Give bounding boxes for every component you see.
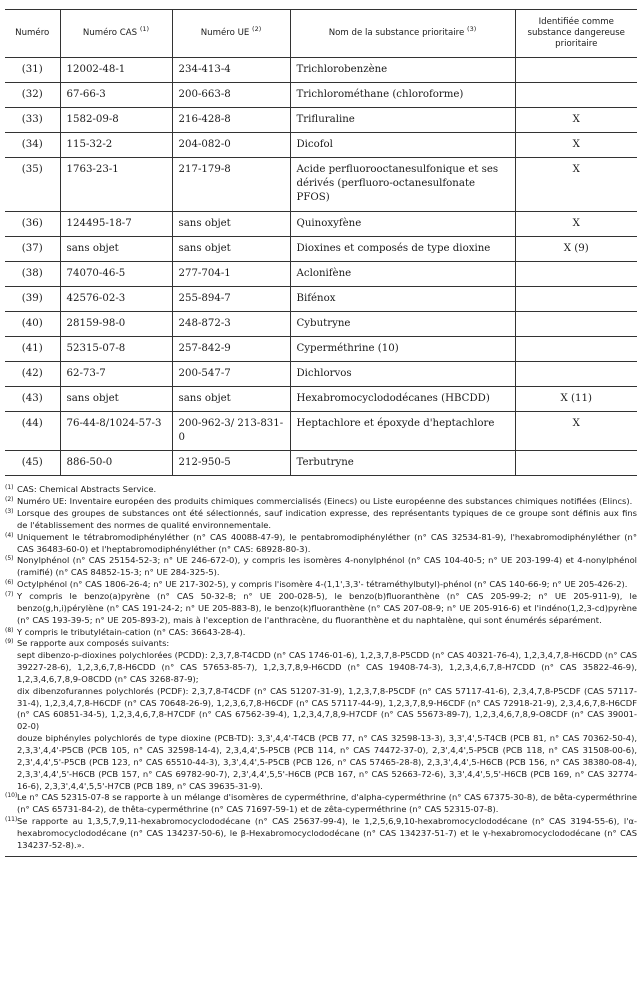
cas-number: sans objet [60, 236, 172, 261]
footnote-text: dix dibenzofurannes polychlorés (PCDF): 2,3,7,8-T4CDF (n° CAS 51207-31-9), 1,2,3,7,8-P5CDF (n° CAS 57117-41-6), 2,3,4,7,8-P5CDF (CAS 57117-31-4), 1,2,3,4,7,8-H6CDF (n° CAS 70648-26-9), 1,2,3,6,7,8-H6CDF (n° CAS 57117-44-9), 1,2,3,7,8,9-H6CDF (n° CAS 72918-21-9), 2,3,4,6,7,8-H6CDF (n° CAS 60851-34-5), 1,2,3,4,6,7,8-H7CDF (n° CAS 67562-39-4), 1,2,3,4,7,8,9-H7CDF (n° CAS 55673-89-7), 1,2,3,4,6,7,8,9-O8CDF (n° CAS 39001-02-0) [17, 685, 637, 732]
substance-name: Hexabromocyclododécanes (HBCDD) [290, 387, 515, 412]
substance-name: Dichlorvos [290, 362, 515, 387]
footnote-ref: (10) [5, 792, 18, 800]
ue-number: sans objet [172, 211, 290, 236]
ue-number: 277-704-1 [172, 261, 290, 286]
cas-number: sans objet [60, 387, 172, 412]
footnote-text: Uniquement le tétrabromodiphényléther (n° CAS 40088-47-9), le pentabromodiphényléther (n° CAS 32534-81-9), l'hexabromodiphényléther (n° CAS 36483-60-0) et l'heptabromodiphényléther (n° CAS: 68928-80-3). [17, 531, 637, 554]
footnote-ref: (2) [5, 496, 14, 504]
end-rule [5, 856, 637, 857]
substance-name: Trichlorobenzène [290, 58, 515, 83]
substance-name: Trichlorométhane (chloroforme) [290, 83, 515, 108]
substance-name: Cybutryne [290, 311, 515, 336]
footnote-text: Y compris le benzo(a)pyrène (n° CAS 50-32-8; n° UE 200-028-5), le benzo(b)fluoranthène (n° CAS 205-99-2; n° UE 205-911-9), le benzo(g,h,i)pérylène (n° CAS 191-24-2; n° UE 205-883-8), le benzo(k)fluoranthène (n° CAS 207-08-9; n° UE 205-916-6) et l'indéno(1,2,3-cd)pyrène (n° CAS 193-39-5; n° UE 205-893-2), mais à l'exception de l'anthracène, du fluoranthène et du naphtalène, qui sont énumérés séparément. [17, 591, 637, 625]
row-number: (36) [5, 211, 60, 236]
row-number: (34) [5, 133, 60, 158]
table-row [5, 311, 637, 336]
footnote-text: douze biphényles polychlorés de type dioxine (PCB-TD): 3,3',4,4'-T4CB (PCB 77, n° CAS 32598-13-3), 3,3',4',5-T4CB (PCB 81, n° CAS 70362-50-4), 2,3,3',4,4'-P5CB (PCB 105, n° CAS 32598-14-4), 2,3,4,4',5-P5CB (PCB 114, n° CAS 74472-37-0), 2,3',4,4',5-P5CB (PCB 118, n° CAS 31508-00-6), 2,3',4,4',5'-P5CB (PCB 123, n° CAS 65510-44-3), 3,3',4,4',5-P5CB (PCB 126, n° CAS 57465-28-8), 2,3,3',4,4',5-H6CB (PCB 156, n° CAS 38380-08-4), 2,3,3',4,4',5'-H6CB (PCB 157, n° CAS 69782-90-7), 2,3',4,4',5,5'-H6CB (PCB 167, n° CAS 52663-72-6), 3,3',4,4',5,5'-H6CB (PCB 169, n° CAS 32774-16-6), 2,3,3',4,4',5,5'-H7CB (PCB 189, n° CAS 39635-31-9). [17, 733, 637, 791]
cas-number: 74070-46-5 [60, 261, 172, 286]
table-row [5, 286, 637, 311]
table-row [5, 83, 637, 108]
table-row [5, 133, 637, 158]
footnote-ref: (5) [5, 555, 14, 563]
footnote-ref: (8) [5, 626, 14, 634]
ue-number: 200-547-7 [172, 362, 290, 387]
header-nom-ref: (3) [467, 25, 477, 34]
dangerous-mark [515, 286, 637, 311]
substance-name: Cyperméthrine (10) [290, 336, 515, 361]
ue-number: 204-082-0 [172, 133, 290, 158]
footnote [5, 532, 637, 556]
footnote-ref [5, 733, 17, 792]
ue-number: 257-842-9 [172, 336, 290, 361]
ue-number: sans objet [172, 236, 290, 261]
dangerous-mark [515, 261, 637, 286]
substance-name: Terbutryne [290, 451, 515, 476]
substance-name: Trifluraline [290, 108, 515, 133]
footnote-text: Y compris le tributylétain-cation (n° CAS: 36643-28-4). [17, 626, 246, 637]
table-row [5, 336, 637, 361]
ue-number: 200-962-3/ 213-831-0 [172, 412, 290, 451]
footnote-text: Octylphénol (n° CAS 1806-26-4; n° UE 217-302-5), y compris l'isomère 4-(1,1',3,3'- tétraméthylbutyl)-phénol (n° CAS 140-66-9; n° UE 205-426-2). [17, 579, 628, 590]
dangerous-mark: X [515, 211, 637, 236]
dangerous-mark [515, 83, 637, 108]
footnote-text: sept dibenzo-p-dioxines polychlorées (PCDD): 2,3,7,8-T4CDD (n° CAS 1746-01-6), 1,2,3,7,8-P5CDD (n° CAS 40321-76-4), 1,2,3,4,7,8-H6CDD (n° CAS 39227-28-6), 1,2,3,6,7,8-H6CDD (n° CAS 57653-85-7), 1,2,3,7,8,9-H6CDD (n° CAS 19408-74-3), 1,2,3,4,6,7,8-H7CDD (n° CAS 35822-46-9), 1,2,3,4,6,7,8,9-O8CDD (n° CAS 3268-87-9); [17, 650, 637, 684]
cas-number: 76-44-8/1024-57-3 [60, 412, 172, 451]
footnote-text: Numéro UE: Inventaire européen des produits chimiques commercialisés (Einecs) ou Liste européenne des substances chimiques notifiées (Elincs). [17, 496, 633, 507]
row-number: (39) [5, 286, 60, 311]
footnote-text: Se rapporte aux composés suivants: [17, 638, 170, 649]
table-row [5, 211, 637, 236]
ue-number: 248-872-3 [172, 311, 290, 336]
cas-number: 42576-02-3 [60, 286, 172, 311]
footnote-ref [5, 650, 17, 686]
row-number: (38) [5, 261, 60, 286]
substance-name: Acide perfluorooctanesulfonique et ses dérivés (perfluoro-octanesulfonate PFOS) [290, 158, 515, 211]
ue-number: sans objet [172, 387, 290, 412]
table-row [5, 236, 637, 261]
footnote [5, 638, 637, 650]
dangerous-mark [515, 311, 637, 336]
footnote-text: CAS: Chemical Abstracts Service. [17, 484, 157, 495]
substance-name: Quinoxyfène [290, 211, 515, 236]
table-row [5, 387, 637, 412]
row-number: (44) [5, 412, 60, 451]
footnote-ref: (9) [5, 638, 14, 646]
cas-number: 1763-23-1 [60, 158, 172, 211]
row-number: (31) [5, 58, 60, 83]
footnote [5, 627, 637, 639]
cas-number: 67-66-3 [60, 83, 172, 108]
cas-number: 115-32-2 [60, 133, 172, 158]
dangerous-mark: X (11) [515, 387, 637, 412]
dangerous-mark [515, 362, 637, 387]
footnote-ref: (11) [5, 816, 18, 824]
footnote-text: Nonylphénol (n° CAS 25154-52-3; n° UE 246-672-0), y compris les isomères 4-nonylphénol (n° CAS 104-40-5; n° UE 203-199-4) et 4-nonylphénol (ramifié) (n° CAS 84852-15-3; n° UE 284-325-5). [17, 555, 637, 578]
ue-number: 234-413-4 [172, 58, 290, 83]
footnote-text: Le n° CAS 52315-07-8 se rapporte à un mélange d'isomères de cyperméthrine, d'alpha-cyperméthrine (n° CAS 67375-30-8), de bêta-cyperméthrine (n° CAS 65731-84-2), de thêta-cyperméthrine (n° CAS 71697-59-1) et de zêta-cyperméthrine (n° CAS 52315-07-8). [17, 792, 637, 815]
header-cas: Numéro CAS $^{(1)}$ [60, 10, 172, 58]
footnote [5, 579, 637, 591]
substance-name: Dioxines et composés de type dioxine [290, 236, 515, 261]
cas-number: 52315-07-8 [60, 336, 172, 361]
footnote [5, 591, 637, 627]
footnote [5, 508, 637, 532]
header-ue: Numéro UE $^{(2)}$ [172, 10, 290, 58]
header-dangereuse: Identifiée comme substance dangereuse prioritaire [515, 10, 637, 58]
table-row [5, 451, 637, 476]
cas-number: 12002-48-1 [60, 58, 172, 83]
row-number: (42) [5, 362, 60, 387]
priority-substances-table [5, 9, 637, 476]
header-numero: Numéro [5, 10, 60, 58]
footnote [5, 555, 637, 579]
cas-number: 1582-09-8 [60, 108, 172, 133]
header-cas-ref: (1) [139, 25, 150, 34]
row-number: (41) [5, 336, 60, 361]
dangerous-mark: X [515, 133, 637, 158]
row-number: (33) [5, 108, 60, 133]
ue-number: 255-894-7 [172, 286, 290, 311]
cas-number: 124495-18-7 [60, 211, 172, 236]
substance-name: Dicofol [290, 133, 515, 158]
row-number: (37) [5, 236, 60, 261]
footnote-ref: (1) [5, 484, 14, 492]
substance-name: Heptachlore et époxyde d'heptachlore [290, 412, 515, 451]
row-number: (32) [5, 83, 60, 108]
ue-number: 212-950-5 [172, 451, 290, 476]
cas-number: 886-50-0 [60, 451, 172, 476]
table-row [5, 362, 637, 387]
ue-number: 217-179-8 [172, 158, 290, 211]
table-row [5, 108, 637, 133]
footnote [5, 496, 637, 508]
table-row [5, 412, 637, 451]
ue-number: 216-428-8 [172, 108, 290, 133]
row-number: (35) [5, 158, 60, 211]
row-number: (45) [5, 451, 60, 476]
footnote-ref: (6) [5, 579, 14, 587]
dangerous-mark [515, 58, 637, 83]
dangerous-mark: X [515, 108, 637, 133]
footnote [5, 686, 637, 733]
dangerous-mark: X (9) [515, 236, 637, 261]
header-nom: Nom de la substance prioritaire $^{(3)}$ [290, 10, 515, 58]
footnote [5, 650, 637, 686]
footnote [5, 816, 637, 852]
table-row [5, 158, 637, 211]
row-number: (40) [5, 311, 60, 336]
table-row [5, 58, 637, 83]
dangerous-mark [515, 451, 637, 476]
substance-name: Aclonifène [290, 261, 515, 286]
footnote [5, 792, 637, 816]
dangerous-mark [515, 336, 637, 361]
table-row [5, 261, 637, 286]
header-ue-ref: (2) [252, 25, 262, 34]
cas-number: 28159-98-0 [60, 311, 172, 336]
substance-name: Bifénox [290, 286, 515, 311]
dangerous-mark: X [515, 158, 637, 211]
footnotes [5, 484, 637, 851]
footnote-ref: (3) [5, 508, 14, 516]
dangerous-mark: X [515, 412, 637, 451]
row-number: (43) [5, 387, 60, 412]
footnote-text: Lorsque des groupes de substances ont été sélectionnés, sauf indication expresse, des représentants typiques de ce groupe sont définis aux fins de l'établissement des normes de qualité environnementale. [17, 508, 637, 530]
footnote-ref: (7) [5, 591, 14, 598]
document-page [5, 9, 637, 857]
cas-number: 62-73-7 [60, 362, 172, 387]
footnote-ref: (4) [5, 531, 14, 539]
table-header-row [5, 10, 637, 58]
footnote [5, 484, 637, 496]
footnote [5, 733, 637, 792]
footnote-text: Se rapporte au 1,3,5,7,9,11-hexabromocyclododécane (n° CAS 25637-99-4), le 1,2,5,6,9,10-hexabromocyclododécane (n° CAS 3194-55-6), l'α-hexabromocyclododécane (n° CAS 134237-50-6), le β-Hexabromocyclododécane (n° CAS 134237-51-7) et le γ-hexabromocyclododécane (n° CAS 134237-52-8).». [17, 816, 637, 850]
ue-number: 200-663-8 [172, 83, 290, 108]
footnote-ref [5, 686, 17, 733]
